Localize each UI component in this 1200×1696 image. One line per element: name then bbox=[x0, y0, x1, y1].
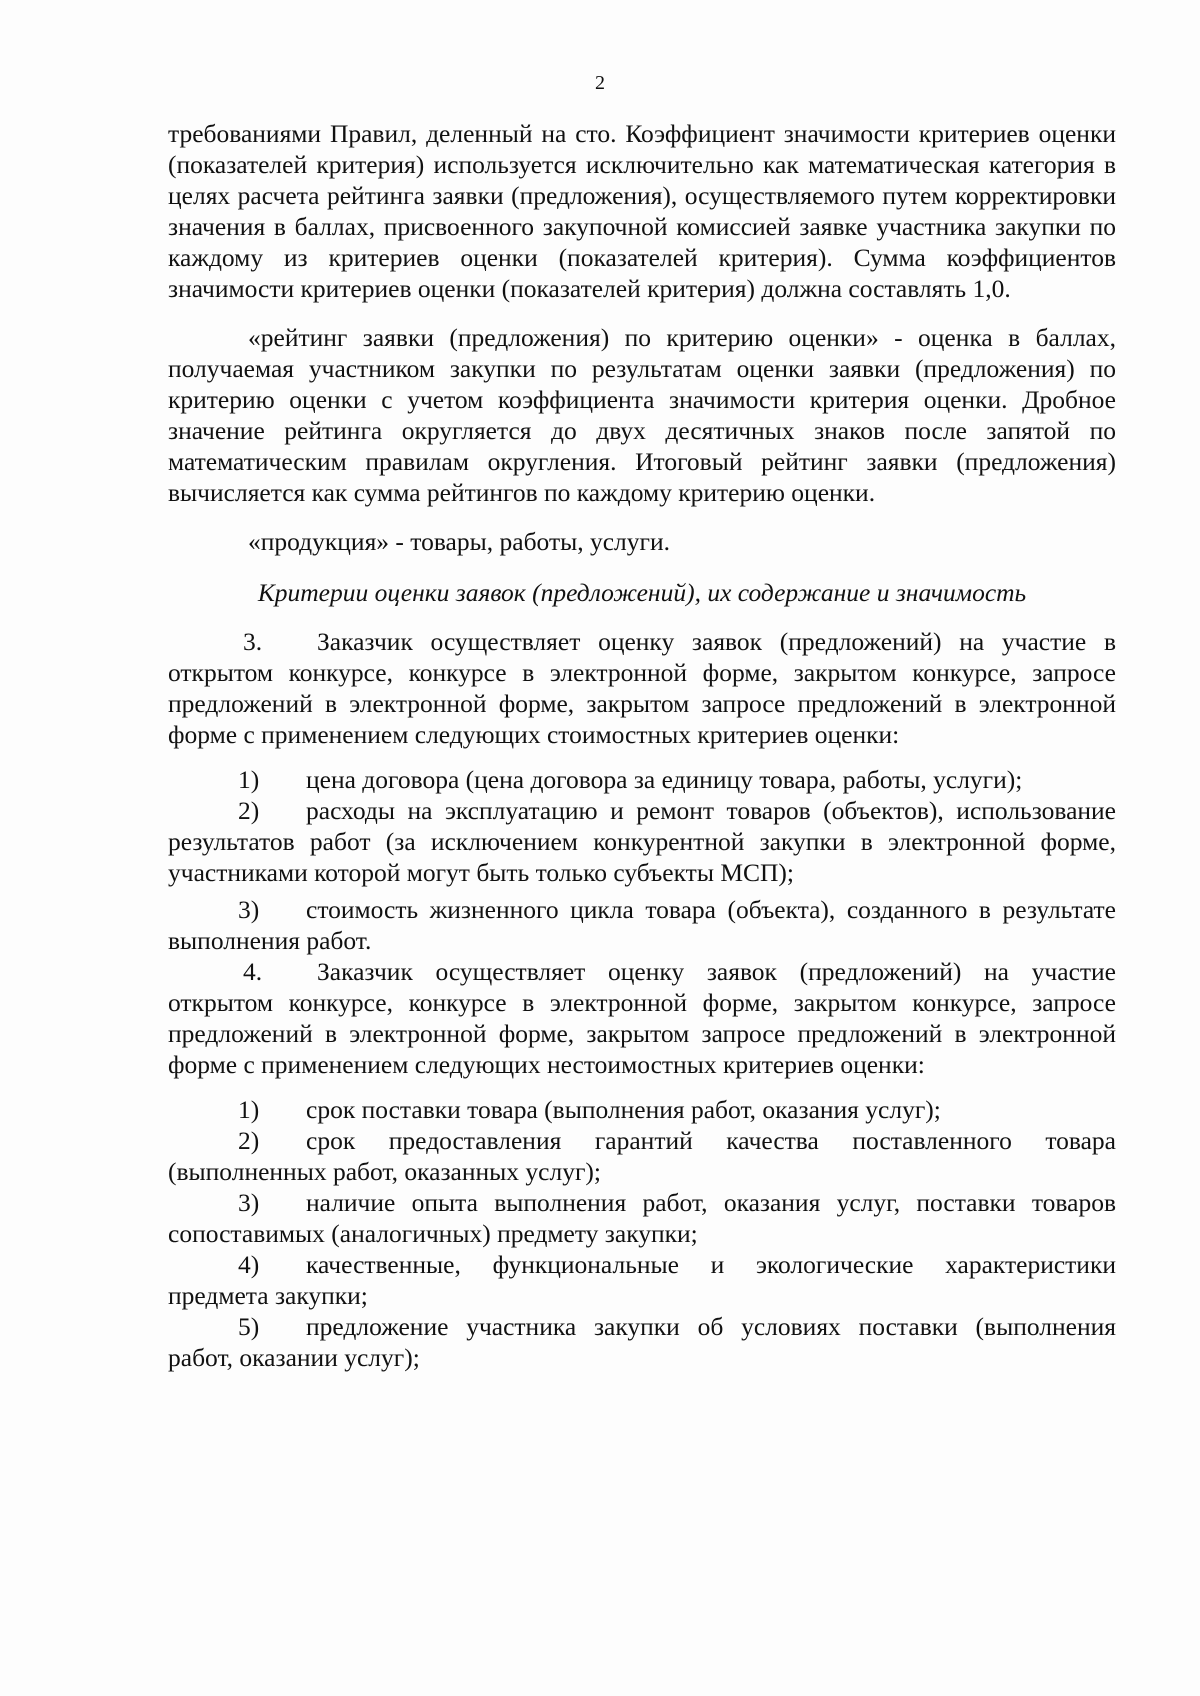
list-item-number: 1) bbox=[238, 1095, 260, 1124]
list-item bbox=[168, 764, 1116, 795]
list-item-number: 1) bbox=[238, 765, 260, 794]
list-item bbox=[168, 894, 1116, 956]
list-item-number: 3) bbox=[238, 1188, 260, 1217]
list-item bbox=[168, 1187, 1116, 1249]
list-item-text: срок предоставления гарантий качества поставленного товара (выполненных работ, оказанных услуг); bbox=[168, 1126, 1116, 1186]
clause-3 bbox=[168, 626, 1116, 750]
list-item-number: 2) bbox=[238, 796, 260, 825]
cost-criteria-list bbox=[168, 764, 1116, 956]
list-item-text: цена договора (цена договора за единицу товара, работы, услуги); bbox=[306, 765, 1023, 794]
list-item-number: 3) bbox=[238, 895, 260, 924]
non-cost-criteria-list bbox=[168, 1094, 1116, 1373]
paragraph-product-definition: «продукция» - товары, работы, услуги. bbox=[248, 527, 671, 556]
paragraph-rating-definition: «рейтинг заявки (предложения) по критерию оценки» - оценка в баллах, получаемая участником закупки по результатам оценки заявки (предложения) по критерию оценки с учетом коэффициента значимости критерия оценки. Дробное значение рейтинга округляется до двух десятичных знаков после запятой по математическим правилам округления. Итоговый рейтинг заявки (предложения) вычисляется как сумма рейтингов по каждому критерию оценки. bbox=[168, 323, 1116, 507]
list-item-text: наличие опыта выполнения работ, оказания услуг, поставки товаров сопоставимых (аналогичных) предмету закупки; bbox=[168, 1188, 1116, 1248]
list-item-text: срок поставки товара (выполнения работ, оказания услуг); bbox=[306, 1095, 941, 1124]
list-item-text: стоимость жизненного цикла товара (объекта), созданного в результате выполнения работ. bbox=[168, 895, 1116, 955]
list-item bbox=[168, 795, 1116, 888]
document-body bbox=[168, 118, 1116, 1373]
clause-text: Заказчик осуществляет оценку заявок (предложений) на участие открытом конкурсе, конкурсе в электронной форме, закрытом конкурсе, запросе предложений в электронной форме, закрытом запросе предложений в электронной форме с применением следующих нестоимостных критериев оценки: bbox=[168, 957, 1116, 1079]
list-item bbox=[168, 1311, 1116, 1373]
section-heading: Критерии оценки заявок (предложений), их содержание и значимость bbox=[257, 578, 1027, 607]
list-item bbox=[168, 1094, 1116, 1125]
list-item bbox=[168, 1125, 1116, 1187]
clause-number: 4. bbox=[243, 957, 263, 986]
list-item-text: качественные, функциональные и экологические характеристики предмета закупки; bbox=[168, 1250, 1116, 1310]
list-item-number: 5) bbox=[238, 1312, 260, 1341]
list-item-text: расходы на эксплуатацию и ремонт товаров (объектов), использование результатов работ (за исключением конкурентной закупки в электронной форме, участниками которой могут быть только субъекты МСП); bbox=[168, 796, 1116, 887]
clause-text: Заказчик осуществляет оценку заявок (предложений) на участие в открытом конкурсе, конкурсе в электронной форме, закрытом конкурсе, запросе предложений в электронной форме, закрытом запросе предложений в электронной форме с применением следующих стоимостных критериев оценки: bbox=[168, 627, 1116, 749]
list-item-number: 4) bbox=[238, 1250, 260, 1279]
list-item-text: предложение участника закупки об условиях поставки (выполнения работ, оказании услуг); bbox=[168, 1312, 1116, 1372]
clause-number: 3. bbox=[243, 627, 263, 656]
page-number: 2 bbox=[595, 72, 605, 94]
paragraph-continuation: требованиями Правил, деленный на сто. Коэффициент значимости критериев оценки (показателей критерия) используется исключительно как математическая категория в целях расчета рейтинга заявки (предложения), осуществляемого путем корректировки значения в баллах, присвоенного закупочной комиссией заявке участника закупки по каждому из критериев оценки (показателей критерия). Сумма коэффициентов значимости критериев оценки (показателей критерия) должна составлять 1,0. bbox=[168, 119, 1116, 303]
list-item bbox=[168, 1249, 1116, 1311]
list-item-number: 2) bbox=[238, 1126, 260, 1155]
clause-4 bbox=[168, 956, 1116, 1080]
